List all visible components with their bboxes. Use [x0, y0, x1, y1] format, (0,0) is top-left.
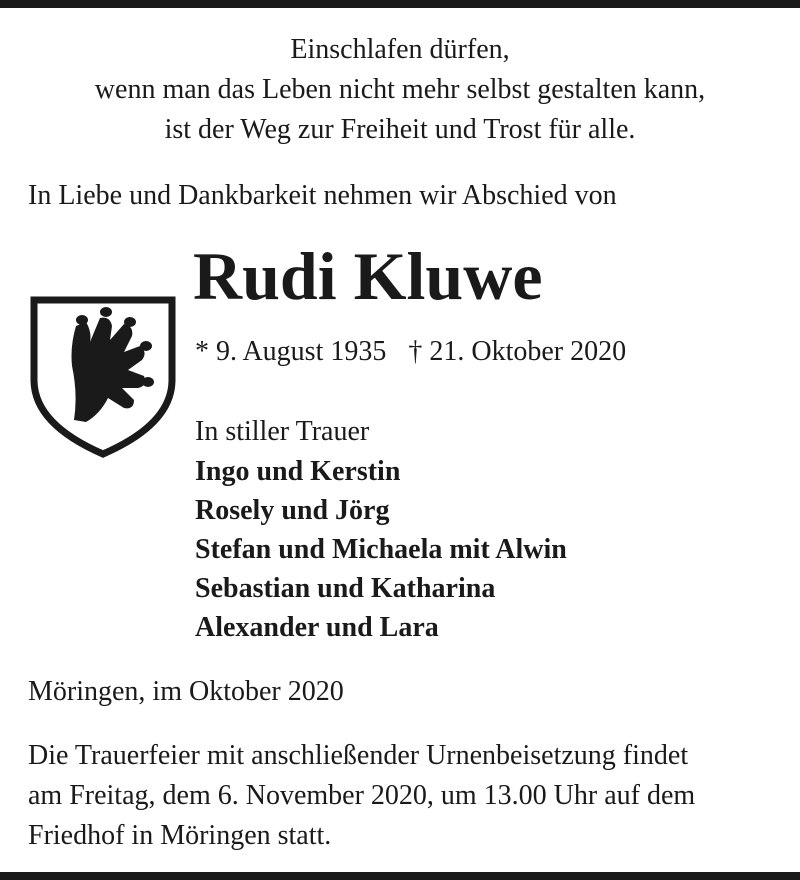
mourner-name: Sebastian und Katharina	[195, 573, 496, 604]
mourner-name: Rosely und Jörg	[195, 495, 390, 526]
mourner-name: Ingo und Kerstin	[195, 456, 401, 487]
deceased-name: Rudi Kluwe	[193, 238, 543, 314]
poem-line: Einschlafen dürfen,	[290, 34, 510, 65]
life-dates	[195, 332, 626, 372]
place-and-date: Möringen, im Oktober 2020	[28, 676, 344, 707]
poem-line: wenn man das Leben nicht mehr selbst gestalten kann,	[94, 74, 706, 105]
funeral-info-line: Friedhof in Möringen statt.	[28, 820, 332, 851]
mourning-heading: In stiller Trauer	[195, 416, 370, 447]
mourner-name: Stefan und Michaela mit Alwin	[195, 534, 567, 565]
funeral-info-line: am Freitag, dem 6. November 2020, um 13.00 Uhr auf dem	[28, 780, 696, 811]
funeral-info-line: Die Trauerfeier mit anschließender Urnenbeisetzung findet	[28, 740, 689, 771]
birth-date: * 9. August 1935	[195, 336, 387, 367]
coat-of-arms-icon	[30, 296, 176, 458]
mourner-name: Alexander und Lara	[195, 612, 439, 643]
farewell-intro: In Liebe und Dankbarkeit nehmen wir Abschied von	[28, 180, 617, 211]
death-date: † 21. Oktober 2020	[408, 336, 627, 367]
poem-line: ist der Weg zur Freiheit und Trost für alle.	[164, 114, 636, 145]
